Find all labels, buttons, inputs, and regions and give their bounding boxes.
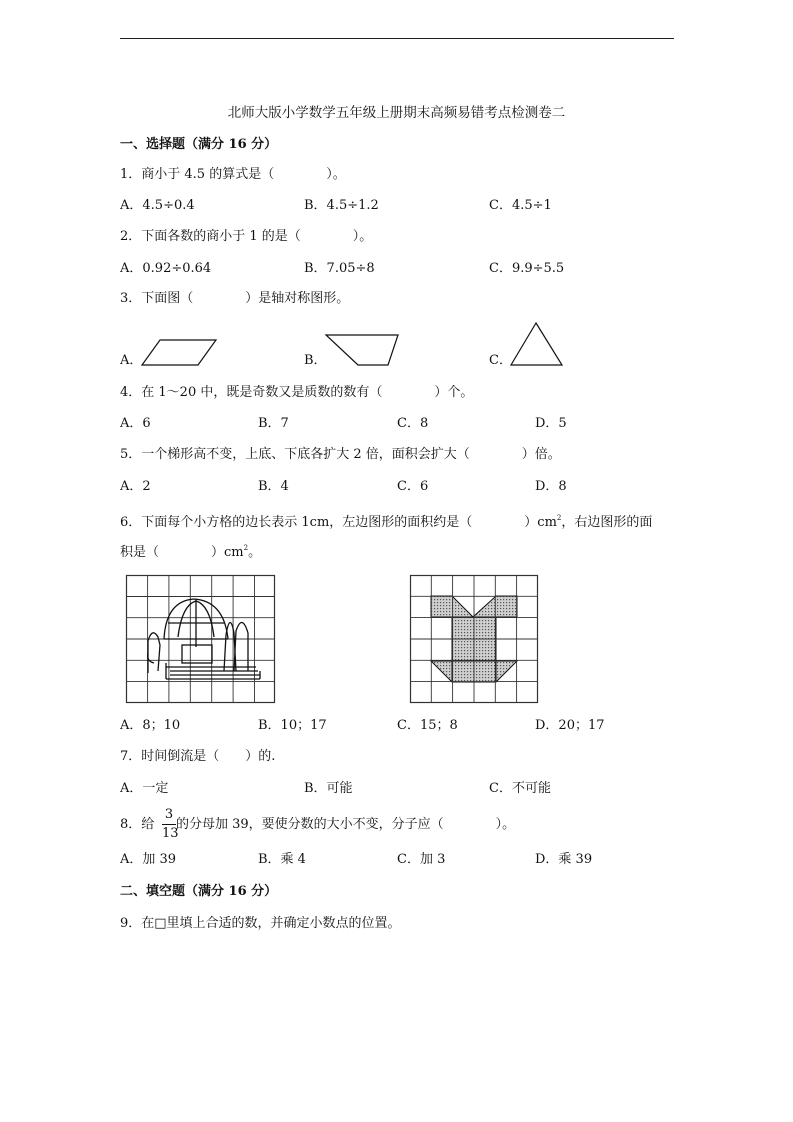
fraction-numerator: 3 bbox=[164, 807, 174, 822]
q5-option-d[interactable]: D．8 bbox=[535, 479, 567, 494]
q4-option-b[interactable]: B．7 bbox=[258, 416, 289, 431]
q1-option-b[interactable]: B．4.5÷1.2 bbox=[304, 198, 379, 213]
right-grid-figure bbox=[410, 575, 540, 705]
trapezoid-figure bbox=[324, 333, 402, 367]
q8-option-a[interactable]: A．加 39 bbox=[120, 852, 177, 867]
triangle-figure bbox=[509, 321, 565, 367]
q1-option-a[interactable]: A．4.5÷0.4 bbox=[120, 198, 195, 213]
q6-option-b[interactable]: B．10；17 bbox=[258, 718, 327, 733]
q5-option-b[interactable]: B．4 bbox=[258, 479, 289, 494]
question-8-text: 的分母加 39，要使分数的大小不变，分子应（ ）。 bbox=[176, 817, 516, 832]
q6-option-d[interactable]: D．20；17 bbox=[535, 718, 605, 733]
question-1: 1．商小于 4.5 的算式是（ ）。 bbox=[120, 167, 346, 182]
fraction-3-13 bbox=[162, 807, 179, 841]
q7-option-c[interactable]: C．不可能 bbox=[489, 781, 551, 796]
page-title: 北师大版小学数学五年级上册期末高频易错考点检测卷二 bbox=[227, 105, 566, 121]
q3-option-b[interactable]: B． bbox=[304, 353, 327, 368]
q7-option-a[interactable]: A．一定 bbox=[120, 781, 169, 796]
left-grid-figure bbox=[126, 575, 276, 705]
question-8-prefix: 8．给 bbox=[120, 817, 155, 832]
q3-option-a[interactable]: A． bbox=[120, 353, 143, 368]
question-4: 4．在 1～20 中，既是奇数又是质数的数有（ ）个。 bbox=[120, 385, 474, 400]
q3-option-c[interactable]: C． bbox=[489, 353, 512, 368]
section-heading-fill: 二、填空题（满分 16 分） bbox=[120, 884, 278, 899]
q8-option-b[interactable]: B．乘 4 bbox=[258, 852, 306, 867]
section-heading-choice: 一、选择题（满分 16 分） bbox=[120, 137, 278, 152]
q6-option-c[interactable]: C．15；8 bbox=[397, 718, 458, 733]
question-3: 3．下面图（ ）是轴对称图形。 bbox=[120, 291, 350, 306]
fraction-bar bbox=[162, 824, 176, 825]
question-7: 7．时间倒流是（ ）的. bbox=[120, 749, 276, 764]
question-5: 5．一个梯形高不变，上底、下底各扩大 2 倍，面积会扩大（ ）倍。 bbox=[120, 447, 561, 462]
q2-option-a[interactable]: A．0.92÷0.64 bbox=[120, 261, 212, 276]
question-2: 2．下面各数的商小于 1 的是（ ）。 bbox=[120, 229, 373, 244]
parallelogram-figure bbox=[140, 338, 220, 368]
q5-option-c[interactable]: C．6 bbox=[397, 479, 429, 494]
q7-option-b[interactable]: B．可能 bbox=[304, 781, 353, 796]
q4-option-a[interactable]: A．6 bbox=[120, 416, 151, 431]
fraction-denominator: 13 bbox=[162, 826, 179, 841]
q8-option-d[interactable]: D．乘 39 bbox=[535, 852, 593, 867]
q2-option-b[interactable]: B．7.05÷8 bbox=[304, 261, 375, 276]
q4-option-c[interactable]: C．8 bbox=[397, 416, 429, 431]
q1-option-c[interactable]: C．4.5÷1 bbox=[489, 198, 552, 213]
q5-option-a[interactable]: A．2 bbox=[120, 479, 151, 494]
q8-option-c[interactable]: C．加 3 bbox=[397, 852, 446, 867]
q6-option-a[interactable]: A．8；10 bbox=[120, 718, 181, 733]
question-9: 9．在□里填上合适的数，并确定小数点的位置。 bbox=[120, 916, 401, 931]
q4-option-d[interactable]: D．5 bbox=[535, 416, 567, 431]
question-6-line-2: 积是（ ）$cm^2$。 bbox=[120, 544, 262, 560]
question-6-line-1: 6．下面每个小方格的边长表示 1cm，左边图形的面积约是（ ）$cm^2$，右边图形的面 bbox=[120, 514, 653, 530]
header-rule bbox=[120, 38, 674, 39]
q2-option-c[interactable]: C．9.9÷5.5 bbox=[489, 261, 565, 276]
